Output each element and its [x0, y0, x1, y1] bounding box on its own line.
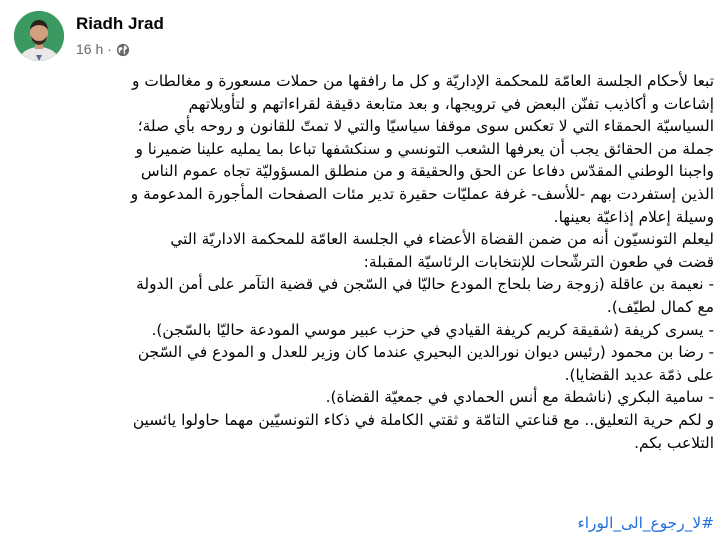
avatar[interactable] — [14, 11, 64, 61]
post-text-line: تبعا لأحكام الجلسة العامّة للمحكمة الإداريّة و كل ما رافقها من حملات مسعورة و مغالطات و — [132, 72, 714, 90]
hashtag-link[interactable]: #لا_رجوع_الى_الوراء — [577, 514, 714, 532]
header-meta — [76, 13, 164, 59]
post-text-line: ليعلم التونسيّون أنه من ضمن القضاة الأعضاء في الجلسة العامّة للمحكمة الاداريّة التي — [170, 230, 714, 249]
post-text-line: - يسرى كريفة (شقيقة كريم كريفة القيادي في حزب عبير موسي المودعة حاليّا بالسّجن). — [151, 320, 714, 339]
post-text-line: - سامية البكري (ناشطة مع أنس الحمادي في جمعيّة القضاة). — [325, 388, 714, 407]
post-header — [14, 8, 164, 64]
meta-separator: · — [107, 41, 112, 57]
avatar-portrait-icon — [14, 11, 64, 61]
post-text-line: - نعيمة بن عاقلة (زوجة رضا بلحاج المودع حاليّا في السّجن في قضية التآمر على أمن الدولة — [136, 275, 714, 294]
hashtag-line — [578, 512, 715, 534]
post-text — [14, 70, 714, 454]
globe-icon[interactable] — [116, 42, 130, 56]
post-text-line: إشاعات و أكاذيب تفنّن البعض في ترويجها، و بعد متابعة دقيقة لقراءاتهم و لتأويلاتهم — [188, 94, 714, 113]
post-text-line: مع كمال لطيّف). — [606, 297, 714, 316]
post-text-line: واجبنا الوطني المقدّس دفاعا عن الحق والحقيقة و من منطلق المسؤوليّة تجاه عموم الناس — [140, 162, 714, 181]
post-text-line: وسيلة إعلام إذاعيّة بعينها. — [553, 207, 714, 226]
post-meta — [76, 39, 164, 59]
post-text-line: - رضا بن محمود (رئيس ديوان نورالدين البحيري عندما كان وزير للعدل و المودع في السّجن — [137, 343, 714, 362]
post-timestamp[interactable]: 16 h — [76, 41, 104, 57]
post-text-line: و لكم حرية التعليق.. مع قناعتي التامّة و ثقتي الكاملة في ذكاء التونسيّين مهما حاولوا يائسين — [132, 410, 714, 429]
post-text-line: الذين إستفردت بهم -للأسف- غرفة عمليّات حقيرة تدير مئات الصفحات المأجورة المدعومة و — [130, 184, 714, 203]
post-text-line: قضت في طعون الترشّحات للإنتخابات الرئاسيّة المقبلة: — [363, 252, 714, 271]
post-text-line: السياسيّة الحمقاء التي لا تعكس سوى موقفا سياسيّا والتي لا تمتّ للقانون و روحه بأي صلة؛ — [137, 117, 714, 136]
post-text-line: على ذمّة عديد القضايا). — [564, 365, 714, 384]
post-text-line: التلاعب بكم. — [634, 433, 714, 452]
author-name[interactable]: Riadh Jrad — [76, 14, 164, 33]
post-text-line: جملة من الحقائق يجب أن يعرفها الشعب التونسي و سنكشفها تباعا بما يمليه علينا ضميرنا و — [135, 139, 714, 158]
